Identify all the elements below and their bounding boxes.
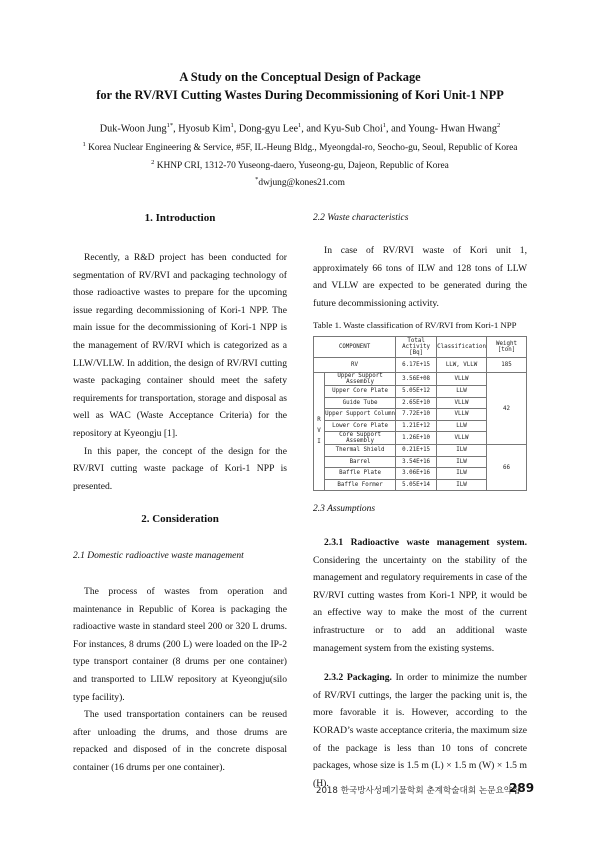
- section-2-1-paragraph-2: The used transportation containers can be reused after unloading the drums, and those drums are repacked and disposed of in the concrete disposal container (16 drums per one container).: [73, 709, 287, 773]
- section-2-1-heading: 2.1 Domestic radioactive waste management: [73, 551, 244, 561]
- row-component: Baffle Former: [325, 479, 396, 491]
- row-classification: LLW: [437, 386, 487, 398]
- row-activity: 5.05E+12: [396, 386, 437, 398]
- section-2-3-1-paragraph: 2.3.1 Radioactive waste management system. Considering the uncertainty on the stability of the management and regulatory requirements in case of the RV/RVI cutting wastes from Kori-1 NPP, it would be an effective way to make the most of the current infrastructure or to add an additional waste management system from the existing systems.: [313, 537, 527, 654]
- paper-title-line-1: A Study on the Conceptual Design of Package: [179, 70, 421, 84]
- corresponding-email: *dwjung@kones21.com: [255, 176, 345, 189]
- row-classification: LLW: [437, 420, 487, 432]
- affiliation-1: $^1$ Korea Nuclear Engineering & Service, #5F, IL-Heung Bldg., Myeongdal-ro, Seocho-gu, Seoul, Republic of Korea: [82, 141, 518, 154]
- row-classification: ILW: [437, 456, 487, 468]
- table-header-row: [314, 337, 527, 358]
- row-component: Thermal Shield: [325, 445, 396, 457]
- row-classification: VLLW: [437, 432, 487, 445]
- header-total-activity: Total Activity [Bq]: [396, 337, 437, 358]
- introduction-body: [73, 249, 287, 495]
- row-component: Upper Core Plate: [325, 386, 396, 398]
- row-activity: 5.05E+14: [396, 479, 437, 491]
- row-classification: ILW: [437, 479, 487, 491]
- row-component: Barrel: [325, 456, 396, 468]
- row-activity: 0.21E+15: [396, 445, 437, 457]
- header-component: COMPONENT: [314, 337, 396, 358]
- row-activity: 7.72E+10: [396, 409, 437, 421]
- row-activity: 2.65E+10: [396, 397, 437, 409]
- section-2-3-heading: 2.3 Assumptions: [313, 504, 376, 514]
- table-caption: Table 1. Waste classification of RV/RVI from Kori-1 NPP: [313, 320, 517, 330]
- weight-group-2: 66: [486, 445, 526, 491]
- consideration-heading: 2. Consideration: [141, 513, 219, 525]
- rv-component: RV: [314, 358, 396, 373]
- row-classification: VLLW: [437, 397, 487, 409]
- section-2-2-paragraph: In case of RV/RVI waste of Kori unit 1, approximately 66 tons of ILW and 128 tons of LLW and VLLW are expected to be generated during the future decommissioning activity.: [313, 245, 527, 309]
- rv-classification: LLW, VLLW: [437, 358, 487, 373]
- introduction-paragraph-2: In this paper, the concept of the design for the RV/RVI cutting waste package of Kori-1 NPP is presented.: [73, 445, 287, 492]
- row-activity: 3.54E+16: [396, 456, 437, 468]
- header-classification: Classification: [437, 337, 487, 358]
- row-activity: 3.56E+08: [396, 373, 437, 386]
- proceedings-footer: 2018 한국방사성폐기물학회 춘계학술대회 논문요약집: [316, 786, 521, 796]
- row-classification: VLLW: [437, 373, 487, 386]
- rv-activity: 6.17E+15: [396, 358, 437, 373]
- table-row-rv: [314, 358, 527, 373]
- introduction-heading: 1. Introduction: [144, 212, 216, 224]
- row-activity: 1.21E+12: [396, 420, 437, 432]
- section-2-3-2-paragraph: 2.3.2 Packaging. In order to minimize the number of RV/RVI cuttings, the larger the packing unit is, the more favorable it is. However, according to the KORAD’s waste acceptance criteria, the maximum size of the package is less than 10 tons of concrete packages, whose size is 1.5 m (L) × 1.5 m (W) × 1.5 m (H).: [313, 672, 527, 789]
- row-component: Guide Tube: [325, 397, 396, 409]
- row-activity: 3.06E+16: [396, 468, 437, 480]
- introduction-paragraph-1: Recently, a R&D project has been conducted for segmentation of RV/RVI and packaging technology of those radioactive wastes to prepare for the upcoming issue regarding decommissioning of Kori-1 NPP. The main issue for the decommissioning of Kori-1 NPP is the management of RV/RVI which is categorized as a LLW/VLLW. In addition, the design of RV/RVI cutting waste packaging container should meet the safety requirements for transportation, storage and disposal as well as WAC (Waste Acceptance Criteria) for the repository at Kyeongju [1].: [73, 252, 287, 439]
- table-row: [314, 373, 527, 386]
- table-row: [314, 445, 527, 457]
- row-classification: ILW: [437, 468, 487, 480]
- affiliation-2: $^2$ KHNP CRI, 1312-70 Yuseong-daero, Yuseong-gu, Dajeon, Republic of Korea: [151, 159, 449, 172]
- section-2-3-body: [313, 534, 527, 792]
- section-2-2-body: [313, 242, 527, 312]
- row-component: Upper Support Column: [325, 409, 396, 421]
- paper-title-line-2: for the RV/RVI Cutting Wastes During Decommissioning of Kori Unit-1 NPP: [96, 88, 504, 102]
- section-2-1-paragraph-1: The process of wastes from operation and maintenance in Republic of Korea is packaging the radioactive waste in standard steel 200 or 320 L drums. For instances, 8 drums (200 L) were loaded on the IP-2 type transport container (8 drums per one container) and transported to LILW repository at Kyeongju(silo type facility).: [73, 586, 287, 703]
- row-classification: VLLW: [437, 409, 487, 421]
- row-component: Lower Core Plate: [325, 420, 396, 432]
- header-weight: Weight [ton]: [486, 337, 526, 358]
- row-activity: 1.26E+10: [396, 432, 437, 445]
- page-number: 289: [509, 781, 535, 795]
- rv-weight: 185: [486, 358, 526, 373]
- author-list: Duk-Woon Jung$^{1*}$, Hyosub Kim$^1$, Dong-gyu Lee$^1$, and Kyu-Sub Choi$^1$, and Young- Hwan Hwang$^2$: [99, 122, 501, 135]
- row-component: Upper Support Assembly: [325, 373, 396, 386]
- waste-classification-table: [313, 336, 527, 491]
- weight-group-1: 42: [486, 373, 526, 445]
- section-2-1-body: [73, 583, 287, 777]
- row-classification: ILW: [437, 445, 487, 457]
- row-component: Core Support Assembly: [325, 432, 396, 445]
- section-2-2-heading: 2.2 Waste characteristics: [313, 213, 409, 223]
- rvi-group-label: R V I: [314, 373, 325, 491]
- row-component: Baffle Plate: [325, 468, 396, 480]
